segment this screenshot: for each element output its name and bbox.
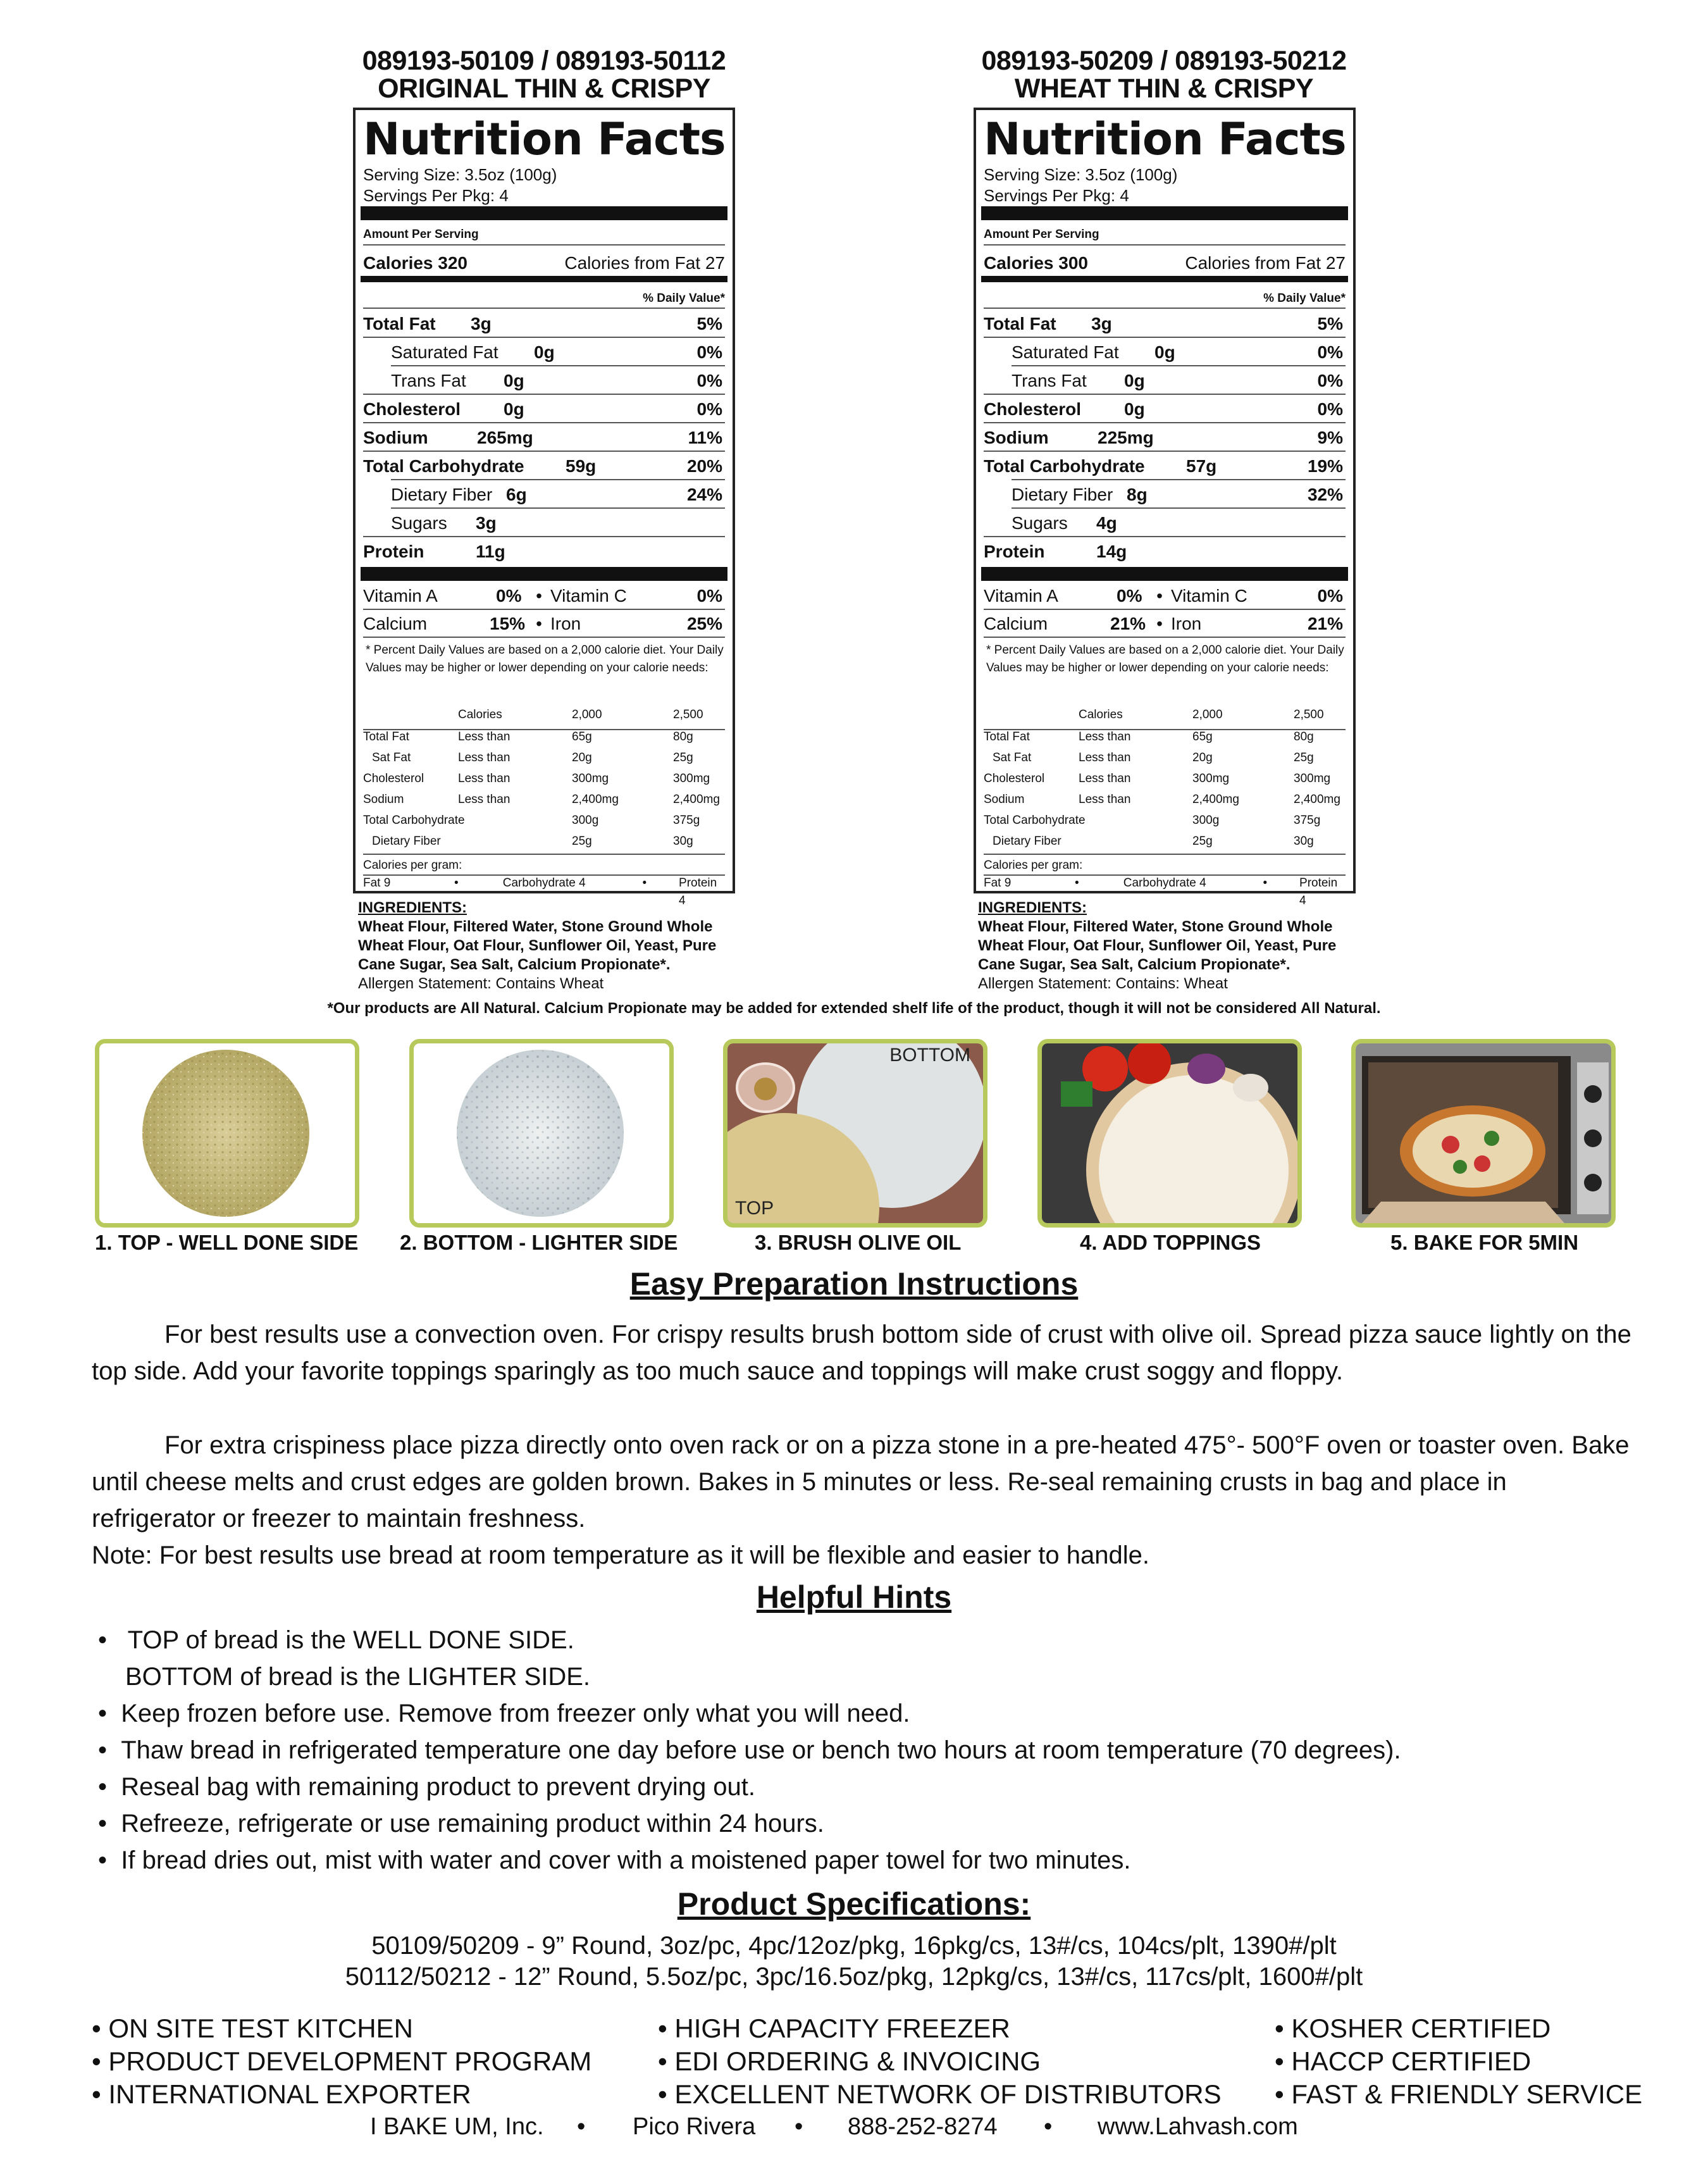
nutrition-facts-original: Nutrition Facts Serving Size: 3.5oz (100g) Servings Per Pkg: 4 Amount Per Serving Calories 320 Calories from Fat 27 % Daily Value* Total Fat 3g 5% Saturated Fat 0g 0% Trans Fat 0g 0% Cholesterol 0g 0% Sodium 265mg 11% Total Carbohydrate 59g 20% Dietary Fiber 6g 24% Sugars 3g Protein 11g Vitamin A 0% • Vitamin C 0% Calcium 15% • Iron 25% * Percent Daily Values are based on a 2,000 calorie diet. Your Daily Values may be higher or lower depending on your calorie needs: Calories 2,000 2,500 Total Fat Less than 65g 80g Sat Fat Less than 20g 25g Cholesterol Less than 300mg 300mg Sodium Less than 2,400mg 2,400mg Total Carbohydrate 300g 375g Dietary Fiber 25g 30g Calories per gram: Fat 9 • Carbohydrate 4 • Protein 4 — [353, 108, 735, 893]
label-top: TOP — [735, 1198, 774, 1219]
daily-value-footnote: * Percent Daily Values are based on a 2,000 calorie diet. Your Daily Values may be higher or lower depending on your calorie needs: — [366, 644, 724, 675]
footer-city: Pico Rivera — [633, 2113, 756, 2140]
hint-item: • Thaw bread in refrigerated temperature one day before use or bench two hours at room temperature (70 degrees). — [98, 1736, 1401, 1764]
vitamin-row: Vitamin A 0% • Vitamin C 0% — [363, 586, 722, 606]
step-caption-5: 5. BAKE FOR 5MIN — [1390, 1231, 1579, 1254]
hint-item: BOTTOM of bread is the LIGHTER SIDE. — [125, 1663, 591, 1691]
product-codes-original: 089193-50109 / 089193-50112 — [362, 46, 726, 76]
hint-item: • Refreeze, refrigerate or use remaining product within 24 hours. — [98, 1810, 824, 1838]
label-bottom: BOTTOM — [889, 1045, 970, 1066]
total-carbohydrate-row: Total Carbohydrate 57g 19% — [984, 456, 1343, 476]
cholesterol-row: Cholesterol 0g 0% — [984, 399, 1343, 419]
step-caption-4: 4. ADD TOPPINGS — [1080, 1231, 1261, 1254]
mineral-row: Calcium 21% • Iron 21% — [984, 614, 1343, 633]
step-caption-1: 1. TOP - WELL DONE SIDE — [95, 1231, 359, 1254]
footer-phone: 888-252-8274 — [848, 2113, 998, 2140]
vitamin-row: Vitamin A 0% • Vitamin C 0% — [984, 586, 1343, 606]
serving-size: Serving Size: 3.5oz (100g) — [363, 165, 557, 184]
footer-sep: • — [795, 2113, 803, 2140]
calories-per-gram: Calories per gram: — [363, 859, 462, 872]
spec-line-9in: 50109/50209 - 9” Round, 3oz/pc, 4pc/12oz/pkg, 16pkg/cs, 13#/cs, 104cs/plt, 1390#/plt — [371, 1932, 1337, 1960]
footer-sep: • — [1044, 2113, 1053, 2140]
dietary-fiber-row: Dietary Fiber 6g 24% — [391, 485, 722, 504]
calories-per-gram: Calories per gram: — [984, 859, 1083, 872]
protein-row: Protein 11g — [363, 542, 505, 561]
features-col-2: • HIGH CAPACITY FREEZER • EDI ORDERING & INVOICING • EXCELLENT NETWORK OF DISTRIBUTORS — [658, 2013, 1222, 2109]
hint-item: • Keep frozen before use. Remove from freezer only what you will need. — [98, 1700, 910, 1727]
trans-fat-row: Trans Fat 0g 0% — [391, 371, 722, 390]
calories-row: Calories 300 Calories from Fat 27 — [984, 253, 1346, 273]
step-caption-2: 2. BOTTOM - LIGHTER SIDE — [400, 1231, 678, 1254]
nutrition-title: Nutrition Facts — [984, 113, 1346, 165]
serving-size: Serving Size: 3.5oz (100g) — [984, 165, 1178, 184]
sugars-row: Sugars 4g — [1012, 513, 1117, 533]
photo-top-side — [95, 1039, 359, 1228]
servings-per-pkg: Servings Per Pkg: 4 — [363, 186, 509, 205]
ingredients-original: INGREDIENTS: Wheat Flour, Filtered Water, Stone Ground Whole Wheat Flour, Oat Flour, Sunflower Oil, Yeast, Pure Cane Sugar, Sea Salt, Calcium Propionate*. Allergen Statement: Contains Wheat — [358, 899, 717, 992]
nutrition-title: Nutrition Facts — [363, 113, 726, 165]
mineral-row: Calcium 15% • Iron 25% — [363, 614, 722, 633]
photo-bake — [1351, 1039, 1616, 1228]
product-name-original: ORIGINAL THIN & CRISPY — [378, 73, 710, 104]
cal-per-gram-values: Fat 9 • Carbohydrate 4 • Protein 4 — [363, 876, 717, 907]
calories-row: Calories 320 Calories from Fat 27 — [363, 253, 725, 273]
product-codes-wheat: 089193-50209 / 089193-50212 — [981, 46, 1347, 76]
footer-website-link[interactable]: www.Lahvash.com — [1098, 2113, 1298, 2140]
prep-title: Easy Preparation Instructions — [629, 1266, 1079, 1302]
protein-row: Protein 14g — [984, 542, 1127, 561]
prep-paragraph-2: For extra crispiness place pizza directly onto oven rack or on a pizza stone in a pre-heated 475°- 500°F oven or toaster oven. Bake until cheese melts and crust edges are golden brown. Bakes in 5 minutes or less. Re-seal remaining crusts in bag and place in refrigerator or freezer to maintain freshness. — [92, 1431, 1630, 1533]
features-col-1: • ON SITE TEST KITCHEN • PRODUCT DEVELOPMENT PROGRAM • INTERNATIONAL EXPORTER — [92, 2013, 592, 2109]
natural-note: *Our products are All Natural. Calcium Propionate may be added for extended shelf life of the product, though it will not be considered All Natural. — [327, 1000, 1381, 1017]
amount-per-serving: Amount Per Serving — [984, 228, 1099, 241]
hint-item: • Reseal bag with remaining product to prevent drying out. — [98, 1773, 756, 1801]
daily-value-table: Calories 2,000 2,500 Total Fat Less than 65g 80g Sat Fat Less than 20g 25g Cholesterol Less than 300mg 300mg Sodium Less than 2,400mg 2,400mg Total Carbohydrate 300g 375g Dietary Fiber 25g 30g — [363, 708, 725, 855]
servings-per-pkg: Servings Per Pkg: 4 — [984, 186, 1129, 205]
sodium-row: Sodium 265mg 11% — [363, 428, 722, 447]
features-col-3: • KOSHER CERTIFIED • HACCP CERTIFIED • FAST & FRIENDLY SERVICE — [1275, 2013, 1643, 2109]
amount-per-serving: Amount Per Serving — [363, 228, 479, 241]
prep-note: Note: For best results use bread at room temperature as it will be flexible and easier to handle. — [92, 1541, 1149, 1569]
total-fat-row: Total Fat 3g 5% — [363, 314, 722, 333]
nutrition-facts-wheat: Nutrition Facts Serving Size: 3.5oz (100g) Servings Per Pkg: 4 Amount Per Serving Calories 300 Calories from Fat 27 % Daily Value* Total Fat 3g 5% Saturated Fat 0g 0% Trans Fat 0g 0% Cholesterol 0g 0% Sodium 225mg 9% Total Carbohydrate 57g 19% Dietary Fiber 8g 32% Sugars 4g Protein 14g Vitamin A 0% • Vitamin C 0% Calcium 21% • Iron 21% * Percent Daily Values are based on a 2,000 calorie diet. Your Daily Values may be higher or lower depending on your calorie needs: Calories 2,000 2,500 Total Fat Less than 65g 80g Sat Fat Less than 20g 25g Cholesterol Less than 300mg 300mg Sodium Less than 2,400mg 2,400mg Total Carbohydrate 300g 375g Dietary Fiber 25g 30g Calories per gram: Fat 9 • Carbohydrate 4 • Protein 4 — [974, 108, 1356, 893]
specs-title: Product Specifications: — [677, 1886, 1031, 1922]
prep-paragraph-1: For best results use a convection oven. For crispy results brush bottom side of crust with olive oil. Spread pizza sauce lightly on the top side. Add your favorite toppings sparingly as too much sauce and toppings will make crust soggy and floppy. — [92, 1321, 1631, 1385]
footer-sep: • — [577, 2113, 586, 2140]
hints-title: Helpful Hints — [756, 1579, 952, 1615]
ingredients-wheat: INGREDIENTS: Wheat Flour, Filtered Water, Stone Ground Whole Wheat Flour, Oat Flour, Sunflower Oil, Yeast, Pure Cane Sugar, Sea Salt, Calcium Propionate*. Allergen Statement: Contains: Wheat — [978, 899, 1337, 992]
hint-item: • If bread dries out, mist with water and cover with a moistened paper towel for two minutes. — [98, 1846, 1131, 1874]
dietary-fiber-row: Dietary Fiber 8g 32% — [1012, 485, 1343, 504]
total-fat-row: Total Fat 3g 5% — [984, 314, 1343, 333]
saturated-fat-row: Saturated Fat 0g 0% — [1012, 342, 1343, 362]
hint-item: • TOP of bread is the WELL DONE SIDE. — [98, 1626, 574, 1654]
sodium-row: Sodium 225mg 9% — [984, 428, 1343, 447]
thick-rule — [361, 206, 727, 220]
photo-add-toppings — [1037, 1039, 1302, 1228]
photo-bottom-side — [409, 1039, 674, 1228]
footer-company: I BAKE UM, Inc. — [370, 2113, 544, 2140]
cholesterol-row: Cholesterol 0g 0% — [363, 399, 722, 419]
saturated-fat-row: Saturated Fat 0g 0% — [391, 342, 722, 362]
daily-value-footnote: * Percent Daily Values are based on a 2,000 calorie diet. Your Daily Values may be higher or lower depending on your calorie needs: — [986, 644, 1344, 675]
daily-value-table: Calories 2,000 2,500 Total Fat Less than 65g 80g Sat Fat Less than 20g 25g Cholesterol Less than 300mg 300mg Sodium Less than 2,400mg 2,400mg Total Carbohydrate 300g 375g Dietary Fiber 25g 30g — [984, 708, 1346, 855]
sugars-row: Sugars 3g — [391, 513, 497, 533]
product-name-wheat: WHEAT THIN & CRISPY — [1014, 73, 1314, 104]
trans-fat-row: Trans Fat 0g 0% — [1012, 371, 1343, 390]
cal-per-gram-values: Fat 9 • Carbohydrate 4 • Protein 4 — [984, 876, 1338, 907]
total-carbohydrate-row: Total Carbohydrate 59g 20% — [363, 456, 722, 476]
spec-line-12in: 50112/50212 - 12” Round, 5.5oz/pc, 3pc/16.5oz/pkg, 12pkg/cs, 13#/cs, 117cs/plt, 1600#/plt — [345, 1963, 1363, 1991]
photo-brush-olive-oil — [723, 1039, 987, 1228]
step-caption-3: 3. BRUSH OLIVE OIL — [755, 1231, 962, 1254]
